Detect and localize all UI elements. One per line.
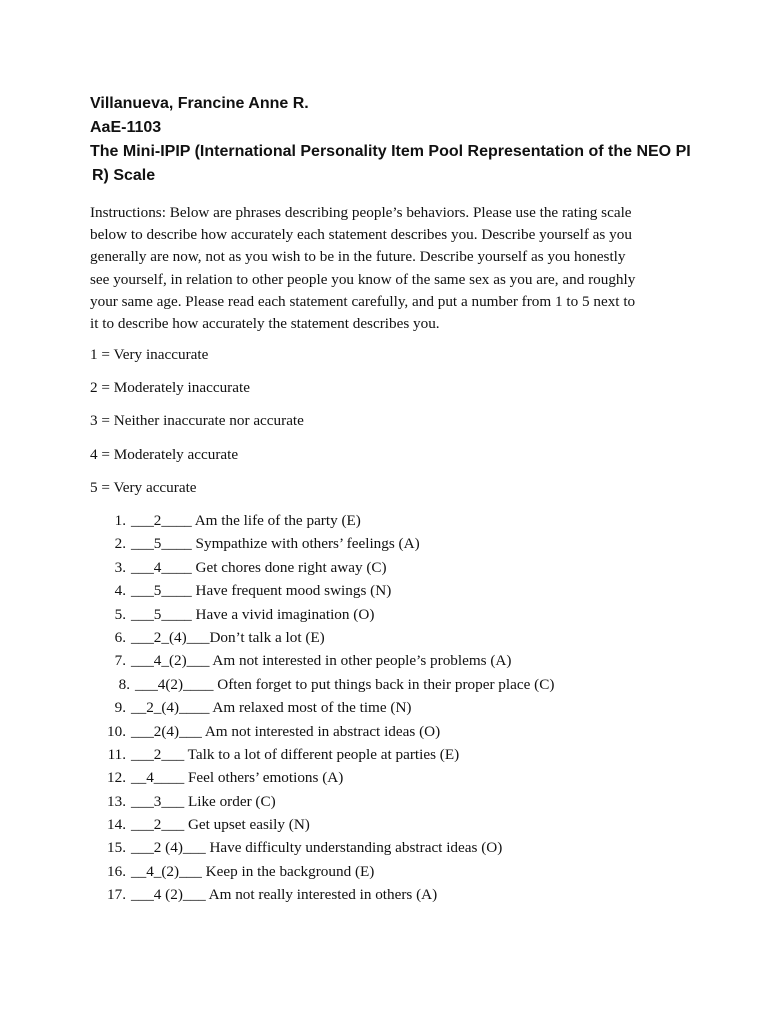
scale-option: 4 = Moderately accurate (90, 445, 239, 463)
scale-option: 1 = Very inaccurate (90, 346, 209, 363)
list-item (90, 744, 730, 767)
instructions-line: your same age. Please read each statement carefully, and put a number from 1 to 5 next to (90, 292, 636, 310)
questionnaire-items (90, 510, 730, 908)
item-text: ___2_(4)___Don’t talk a lot (E) (131, 628, 325, 646)
item-text: ___2___ Get upset easily (N) (131, 816, 310, 834)
item-number: 1. (114, 512, 126, 529)
instructions-line: generally are now, not as you wish to be in the future. Describe yourself as you honestly (90, 248, 626, 266)
item-text: ___2 (4)___ Have difficulty understanding abstract ideas (O) (131, 839, 503, 857)
instructions-paragraph (90, 202, 740, 335)
rating-scale (90, 344, 304, 510)
list-item (90, 674, 730, 697)
item-text: __4_(2)___ Keep in the background (E) (131, 862, 375, 880)
item-number: 5. (114, 605, 126, 623)
item-text: ___2___ Talk to a lot of different people at parties (E) (131, 745, 460, 763)
title-line-2: R) Scale (92, 167, 156, 184)
instructions-line: it to describe how accurately the statement describes you. (90, 315, 440, 333)
item-number: 14. (107, 816, 126, 834)
list-item (90, 510, 730, 533)
list-item (90, 580, 730, 603)
document-header (90, 92, 730, 188)
item-text: ___4____ Get chores done right away (C) (131, 558, 387, 576)
list-item (90, 697, 730, 720)
list-item (90, 533, 730, 556)
list-item (90, 791, 730, 814)
item-text: __4____ Feel others’ emotions (A) (131, 769, 344, 787)
list-item (90, 861, 730, 884)
list-item (90, 627, 730, 650)
instructions-line: see yourself, in relation to other people you know of the same sex as you are, and roughly (90, 270, 636, 288)
scale-option: 5 = Very accurate (90, 478, 197, 496)
item-number: 11. (107, 745, 126, 763)
instructions-line: below to describe how accurately each statement describes you. Describe yourself as you (90, 226, 632, 244)
instructions-line: Instructions: Below are phrases describing people’s behaviors. Please use the rating scale (90, 204, 632, 221)
scale-option: 3 = Neither inaccurate nor accurate (90, 412, 304, 430)
item-number: 6. (114, 628, 126, 646)
item-text: ___4(2)____ Often forget to put things back in their proper place (C) (135, 675, 555, 693)
list-item (90, 721, 730, 744)
item-number: 16. (107, 862, 126, 880)
item-text: ___5____ Have a vivid imagination (O) (131, 605, 375, 623)
list-item (90, 604, 730, 627)
item-number: 9. (114, 699, 126, 717)
title-line-1: The Mini-IPIP (International Personality Item Pool Representation of the NEO PI (90, 143, 691, 160)
student-name: Villanueva, Francine Anne R. (90, 95, 309, 112)
item-text: ___5____ Sympathize with others’ feelings (A) (131, 535, 420, 553)
item-number: 15. (107, 839, 126, 857)
list-item (90, 884, 730, 907)
item-number: 4. (114, 582, 126, 600)
item-text: ___2____ Am the life of the party (E) (131, 512, 361, 529)
item-text: ___5____ Have frequent mood swings (N) (131, 582, 392, 600)
list-item (90, 557, 730, 580)
item-text: __2_(4)____ Am relaxed most of the time (N) (131, 699, 412, 717)
item-text: ___4 (2)___ Am not really interested in others (A) (131, 886, 438, 904)
item-number: 17. (107, 886, 126, 904)
item-number: 13. (107, 792, 126, 810)
list-item (90, 650, 730, 673)
list-item (90, 837, 730, 860)
item-text: ___3___ Like order (C) (131, 792, 276, 810)
list-item (90, 814, 730, 837)
scale-option: 2 = Moderately inaccurate (90, 379, 250, 397)
item-number: 2. (114, 535, 126, 553)
item-number: 10. (107, 722, 126, 740)
list-item (90, 767, 730, 790)
item-text: ___4_(2)___ Am not interested in other people’s problems (A) (131, 652, 512, 670)
course-code: AaE-1103 (90, 119, 162, 136)
item-text: ___2(4)___ Am not interested in abstract ideas (O) (131, 722, 441, 740)
item-number: 3. (114, 558, 126, 576)
item-number: 12. (107, 769, 126, 787)
item-number: 7. (114, 652, 126, 670)
item-number: 8. (118, 675, 130, 693)
